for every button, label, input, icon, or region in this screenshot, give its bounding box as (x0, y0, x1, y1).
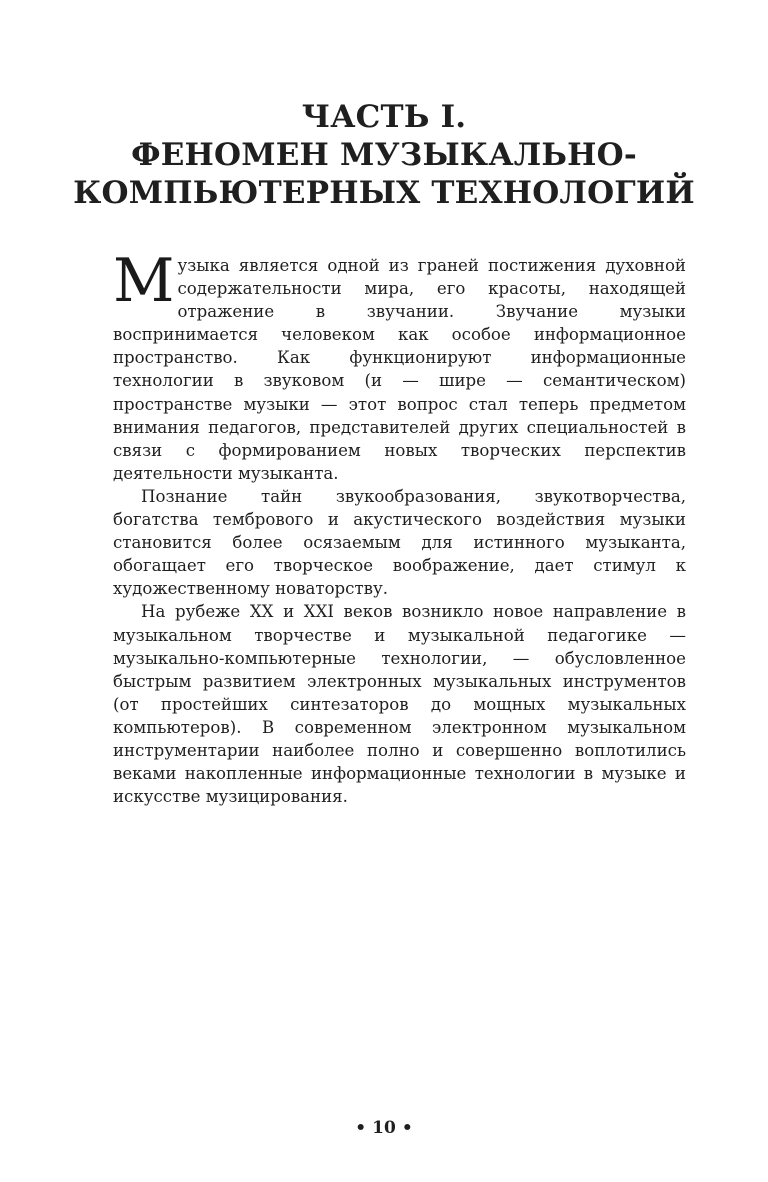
paragraph-1 (113, 246, 686, 485)
heading-line-technologies: КОМПЬЮТЕРНЫХ ТЕХНОЛОГИЙ (73, 175, 695, 211)
page-number (0, 1118, 768, 1138)
heading-line-part: ЧАСТЬ I. (301, 99, 467, 135)
paragraph-3: На рубеже XX и XXI веков возникло новое направление в музыкальном творчестве и музыкальной педагогике — музыкально-компьютерные технологии, — обусловленное быстрым развитием электронных музыкальных инструментов (от простейших синтезаторов до мощных музыкальных компьютеров). В современном электронном музыкальном инструментарии наиболее полно и совершенно воплотились веками накопленные информационные технологии в музыке и искусстве музицирования. (113, 602, 686, 807)
page-number-value: 10 (372, 1118, 396, 1138)
bullet-right: • (401, 1118, 413, 1138)
paragraph-2: Познание тайн звукообразования, звукотворчества, богатства тембрового и акустического воздействия музыки становится более осязаемым для истинного музыканта, обогащает его творческое воображение, дает стимул к художественному новаторству. (113, 486, 686, 599)
body-text (113, 246, 686, 808)
bullet-left: • (355, 1118, 367, 1138)
chapter-heading (0, 98, 768, 212)
drop-cap: М (113, 246, 175, 316)
heading-line-phenomenon: ФЕНОМЕН МУЗЫКАЛЬНО- (131, 137, 637, 173)
paragraph-1-text: узыка является одной из граней постижения духовной содержательности мира, его красоты, находящей отражение в звучании. Звучание музыки воспринимается человеком как особое информационное пространство. Как функционируют информационные технологии в звуковом (и — шире — семантическом) пространстве музыки — этот вопрос стал теперь предметом внимания педагогов, представителей других специальностей в связи с формированием новых творческих перспектив деятельности музыканта. (113, 256, 686, 483)
